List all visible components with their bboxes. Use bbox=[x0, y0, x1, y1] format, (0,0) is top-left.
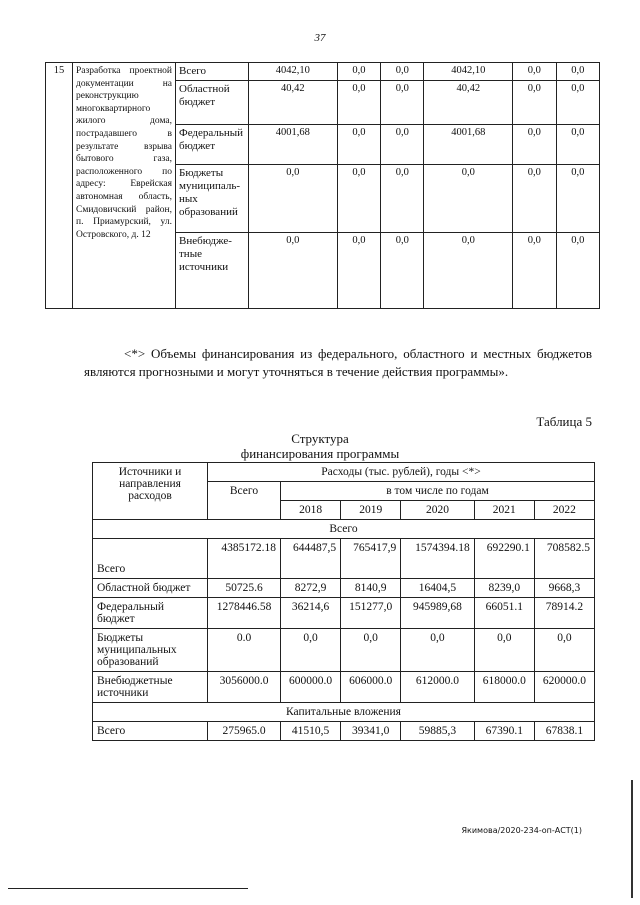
row-label: Всего bbox=[93, 722, 208, 741]
header-by-years: в том числе по годам bbox=[281, 482, 595, 501]
value-cell: 612000.0 bbox=[401, 672, 474, 703]
value-cell: 945989,68 bbox=[401, 598, 474, 629]
value-cell: 16404,5 bbox=[401, 579, 474, 598]
title-line-1: Структура bbox=[291, 431, 349, 446]
value-cell: 765417,9 bbox=[341, 539, 401, 579]
table-row bbox=[93, 722, 595, 741]
value-cell: 4001,68 bbox=[424, 125, 513, 165]
value-cell: 0,0 bbox=[513, 165, 556, 233]
value-cell: 67838.1 bbox=[534, 722, 594, 741]
section-row bbox=[93, 703, 595, 722]
source-label: Всего bbox=[176, 63, 249, 81]
value-cell: 0,0 bbox=[381, 63, 424, 81]
value-cell: 0,0 bbox=[341, 629, 401, 672]
page-number: 37 bbox=[314, 32, 326, 44]
value-cell: 0,0 bbox=[513, 233, 556, 309]
year-header: 2020 bbox=[401, 501, 474, 520]
value-cell: 618000.0 bbox=[474, 672, 534, 703]
section-total: Всего bbox=[93, 520, 595, 539]
value-cell: 0,0 bbox=[513, 63, 556, 81]
value-cell: 0,0 bbox=[556, 81, 599, 125]
value-cell: 0,0 bbox=[337, 63, 380, 81]
value-cell: 0,0 bbox=[424, 165, 513, 233]
value-cell: 8272,9 bbox=[281, 579, 341, 598]
value-cell: 40,42 bbox=[424, 81, 513, 125]
table-row bbox=[93, 579, 595, 598]
project-funding-table bbox=[45, 62, 600, 309]
value-cell: 8140,9 bbox=[341, 579, 401, 598]
scan-edge bbox=[631, 780, 633, 898]
value-cell: 4042,10 bbox=[424, 63, 513, 81]
header-row bbox=[93, 463, 595, 482]
value-cell: 708582.5 bbox=[534, 539, 594, 579]
value-cell: 0,0 bbox=[474, 629, 534, 672]
value-cell: 8239,0 bbox=[474, 579, 534, 598]
value-cell: 1574394.18 bbox=[401, 539, 474, 579]
value-cell: 67390.1 bbox=[474, 722, 534, 741]
value-cell: 0,0 bbox=[513, 125, 556, 165]
value-cell: 40,42 bbox=[249, 81, 338, 125]
value-cell: 0,0 bbox=[401, 629, 474, 672]
value-cell: 0,0 bbox=[534, 629, 594, 672]
value-cell: 606000.0 bbox=[341, 672, 401, 703]
value-cell: 0,0 bbox=[381, 165, 424, 233]
document-code: Якимова/2020-234-оп-АСТ(1) bbox=[461, 826, 582, 835]
source-label: Областной бюджет bbox=[176, 81, 249, 125]
footnote-text: <*> Объемы финансирования из федерального, областного и местных бюджетов являются прогнозными и могут уточняться в течение действия программы». bbox=[84, 346, 592, 379]
value-cell: 0,0 bbox=[556, 125, 599, 165]
year-header: 2022 bbox=[534, 501, 594, 520]
value-cell: 0,0 bbox=[381, 125, 424, 165]
value-cell: 3056000.0 bbox=[208, 672, 281, 703]
row-label: Областной бюджет bbox=[93, 579, 208, 598]
project-name: Разработка проектной документации на реконструкцию многоквартирного жилого дома, пострадавшего в результате взрыва бытового газа, расположенного по адресу: Еврейская автономная область, Смидовичский район, п. Приамурский, ул. Островского, д. 12 bbox=[73, 63, 176, 309]
year-header: 2019 bbox=[341, 501, 401, 520]
value-cell: 0,0 bbox=[381, 81, 424, 125]
year-header: 2021 bbox=[474, 501, 534, 520]
row-label: Внебюджетные источники bbox=[93, 672, 208, 703]
value-cell: 0,0 bbox=[337, 165, 380, 233]
table-label: Таблица 5 bbox=[536, 414, 592, 429]
value-cell: 275965.0 bbox=[208, 722, 281, 741]
value-cell: 644487,5 bbox=[281, 539, 341, 579]
section-row bbox=[93, 520, 595, 539]
value-cell: 66051.1 bbox=[474, 598, 534, 629]
value-cell: 0,0 bbox=[281, 629, 341, 672]
table-row bbox=[93, 629, 595, 672]
value-cell: 78914.2 bbox=[534, 598, 594, 629]
row-number: 15 bbox=[46, 63, 73, 309]
value-cell: 41510,5 bbox=[281, 722, 341, 741]
value-cell: 0,0 bbox=[249, 165, 338, 233]
value-cell: 39341,0 bbox=[341, 722, 401, 741]
row-label: Всего bbox=[93, 539, 208, 579]
footnote bbox=[84, 345, 592, 381]
value-cell: 692290.1 bbox=[474, 539, 534, 579]
source-label: Бюджеты муниципаль-ных образований bbox=[176, 165, 249, 233]
section-capital: Капитальные вложения bbox=[93, 703, 595, 722]
value-cell: 4385172.18 bbox=[208, 539, 281, 579]
value-cell: 1278446.58 bbox=[208, 598, 281, 629]
table-row bbox=[46, 63, 600, 81]
value-cell: 0,0 bbox=[556, 63, 599, 81]
value-cell: 4001,68 bbox=[249, 125, 338, 165]
value-cell: 151277,0 bbox=[341, 598, 401, 629]
row-label: Федеральный бюджет bbox=[93, 598, 208, 629]
value-cell: 620000.0 bbox=[534, 672, 594, 703]
funding-structure-table bbox=[92, 462, 595, 741]
header-expenses: Расходы (тыс. рублей), годы <*> bbox=[208, 463, 595, 482]
value-cell: 0,0 bbox=[381, 233, 424, 309]
footnote-rule bbox=[8, 888, 248, 889]
header-total: Всего bbox=[208, 482, 281, 520]
value-cell: 4042,10 bbox=[249, 63, 338, 81]
value-cell: 59885,3 bbox=[401, 722, 474, 741]
value-cell: 0,0 bbox=[513, 81, 556, 125]
value-cell: 9668,3 bbox=[534, 579, 594, 598]
table-title bbox=[0, 431, 640, 461]
value-cell: 0,0 bbox=[424, 233, 513, 309]
value-cell: 0,0 bbox=[556, 165, 599, 233]
year-header: 2018 bbox=[281, 501, 341, 520]
row-label: Бюджеты муниципальных образований bbox=[93, 629, 208, 672]
value-cell: 0,0 bbox=[249, 233, 338, 309]
table-row bbox=[93, 672, 595, 703]
value-cell: 0,0 bbox=[337, 81, 380, 125]
source-label: Внебюдже-тные источники bbox=[176, 233, 249, 309]
source-label: Федеральный бюджет bbox=[176, 125, 249, 165]
value-cell: 0.0 bbox=[208, 629, 281, 672]
table-row bbox=[93, 598, 595, 629]
value-cell: 0,0 bbox=[556, 233, 599, 309]
value-cell: 50725.6 bbox=[208, 579, 281, 598]
value-cell: 0,0 bbox=[337, 125, 380, 165]
title-line-2: финансирования программы bbox=[240, 446, 400, 461]
value-cell: 0,0 bbox=[337, 233, 380, 309]
header-sources: Источники и направления расходов bbox=[93, 463, 208, 520]
value-cell: 600000.0 bbox=[281, 672, 341, 703]
value-cell: 36214,6 bbox=[281, 598, 341, 629]
table-row bbox=[93, 539, 595, 579]
